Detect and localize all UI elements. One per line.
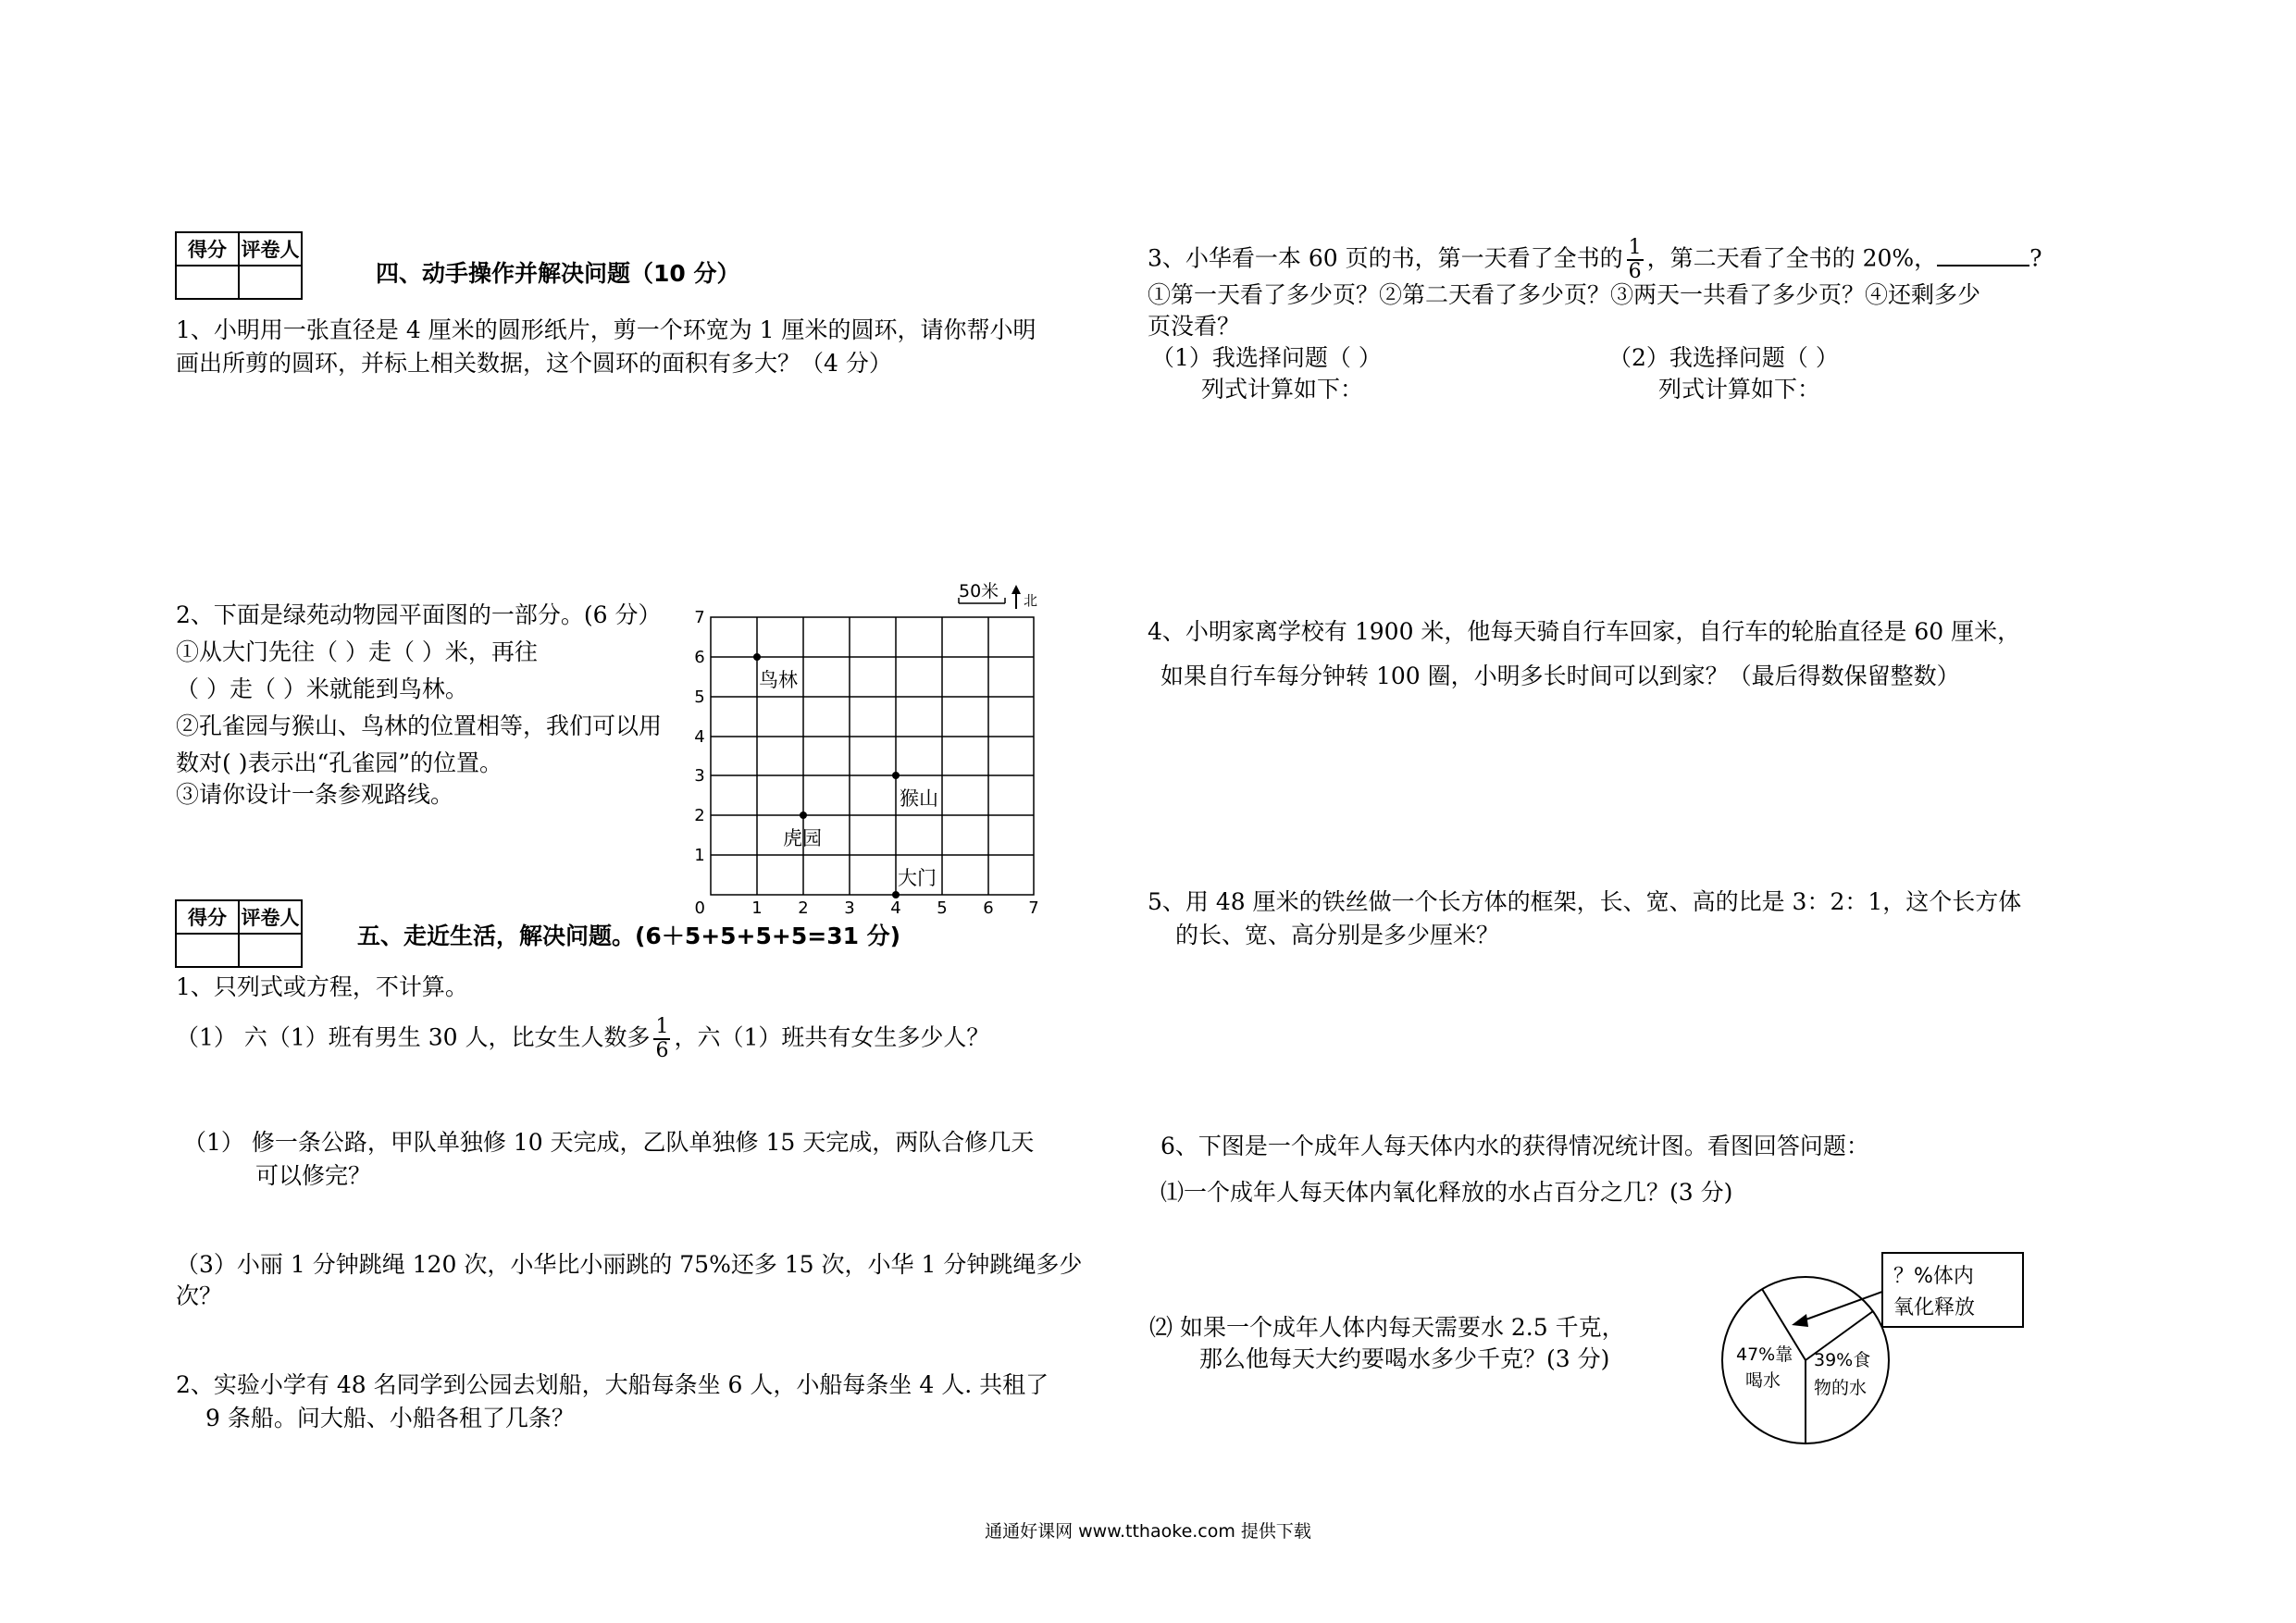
y-tick: 5 [694,688,705,707]
q3-choice1: （1）我选择问题（ ） [1151,344,1382,371]
section4-title: 四、动手操作并解决问题（10 分） [376,260,740,287]
q3-pre: 3、小华看一本 60 页的书，第一天看了全书的 [1148,244,1623,272]
s5-q1b-line1: （1） 修一条公路，甲队单独修 10 天完成，乙队单独修 15 天完成，两队合修几天 [183,1129,1035,1156]
slice-b-line1: 39%食 [1814,1350,1871,1370]
callout-line2: 氧化释放 [1893,1296,1976,1319]
s5-q1a-post: ，六（1）班共有女生多少人？ [674,1023,990,1051]
grader-label: 评卷人 [239,232,302,266]
slice-a-line1: 47%靠 [1736,1344,1793,1365]
score-cell [176,266,239,299]
y-tick: 7 [694,608,705,627]
s4-q1-line1: 1、小明用一张直径是 4 厘米的圆形纸片，剪一个环宽为 1 厘米的圆环，请你帮小明 [176,316,1036,343]
slice-b-line2: 物的水 [1814,1378,1868,1398]
s4-q2-title: 2、下面是绿苑动物园平面图的一部分。(6 分） [176,601,662,628]
s5-q1c-line1: （3）小丽 1 分钟跳绳 120 次，小华比小丽跳的 75%还多 15 次，小华 1 分钟跳绳多少 [176,1251,1083,1278]
s4-q2-line4: 数对( )表示出“孔雀园”的位置。 [176,750,503,776]
section5-title: 五、走近生活，解决问题。(6＋5+5+5+5=31 分) [357,923,901,949]
x-tick: 0 [694,898,705,918]
fraction-num: 1 [1628,236,1642,259]
score-box-section5 [175,899,303,968]
s4-q2-line1: ①从大门先往（ ）走（ ）米，再往 [176,638,538,665]
label-huyuan: 虎园 [783,827,822,849]
fraction-one-sixth [653,1016,670,1062]
s5-q1b-line2: 可以修完？ [255,1162,372,1189]
fraction-den: 6 [655,1039,669,1062]
q5-line2: 的长、宽、高分别是多少厘米？ [1175,922,1500,948]
y-tick: 2 [694,806,705,825]
north-label: 北 [1024,592,1038,609]
point-huyuan [800,812,807,819]
score-label: 得分 [176,232,239,266]
score-cell [176,934,239,967]
footer: 通通好课网 www.tthaoke.com 提供下载 [985,1521,1311,1542]
q6-sub2-line1: ⑵ 如果一个成年人体内每天需要水 2.5 千克， [1149,1314,1625,1341]
zoo-map [685,576,1055,925]
q6-line1: 6、下图是一个成年人每天体内水的获得情况统计图。看图回答问题： [1160,1133,1869,1159]
q3-end: ? [2029,244,2042,272]
score-label: 得分 [176,900,239,934]
grader-label: 评卷人 [239,900,302,934]
q6-sub2-line2: 那么他每天大约要喝水多少千克？(3 分) [1199,1345,1610,1372]
q3-choice2: （2）我选择问题（ ） [1608,344,1839,371]
q3-line3: 页没看？ [1148,313,1241,340]
q5-line1: 5、用 48 厘米的铁丝做一个长方体的框架，长、宽、高的比是 3：2：1，这个长方体 [1148,888,2022,915]
callout-line1: ？%体内 [1893,1265,1974,1288]
score-box-section4 [175,231,303,300]
s5-q1a-pre: （1） 六（1）班有男生 30 人，比女生人数多 [176,1023,651,1051]
x-tick: 1 [751,898,763,918]
grader-cell [239,266,302,299]
fraction-den: 6 [1628,260,1642,283]
label-niaolin: 鸟林 [759,669,798,691]
scale-label: 50米 [959,581,999,601]
q6-sub1: ⑴一个成年人每天体内氧化释放的水占百分之几？(3 分) [1160,1179,1733,1206]
y-tick: 1 [694,846,705,865]
point-houshan [892,772,900,779]
label-houshan: 猴山 [900,787,938,810]
q3-line2: ①第一天看了多少页？②第二天看了多少页？③两天一共看了多少页？④还剩多少 [1148,281,1981,308]
x-tick: 7 [1028,898,1039,918]
q3-line1 [1148,237,2042,283]
fraction-one-sixth [1627,237,1644,283]
s5-q1-intro: 1、只列式或方程，不计算。 [176,973,468,1000]
point-niaolin [753,653,761,661]
q3-calc2: 列式计算如下： [1658,376,1821,403]
label-damen: 大门 [898,867,937,889]
s4-q2-line3: ②孔雀园与猴山、鸟林的位置相等，我们可以用 [176,712,663,739]
s4-q1-line2: 画出所剪的圆环，并标上相关数据，这个圆环的面积有多大？（4 分） [176,350,892,377]
y-tick: 3 [694,766,705,786]
point-damen [892,891,900,898]
y-tick: 6 [694,648,705,667]
x-tick: 2 [798,898,809,918]
grader-cell [239,934,302,967]
y-tick: 4 [694,727,705,747]
x-tick: 3 [844,898,855,918]
water-pie-chart [1699,1245,2032,1468]
s5-q1c-line2: 次？ [176,1282,223,1309]
fraction-num: 1 [655,1015,669,1038]
x-tick: 4 [890,898,901,918]
q3-answer-blank[interactable] [1937,241,2029,266]
q3-calc1: 列式计算如下： [1201,376,1364,403]
x-tick: 5 [937,898,948,918]
s5-q2-line2: 9 条船。问大船、小船各租了几条？ [205,1405,575,1431]
s4-q2-line2: （ ）走（ ）米就能到鸟林。 [176,675,468,702]
s4-q2-line5: ③请你设计一条参观路线。 [176,781,454,808]
north-arrow-icon [1011,585,1021,609]
s5-q1a [176,1016,989,1062]
slice-a-line2: 喝水 [1745,1370,1781,1391]
s5-q2-line1: 2、实验小学有 48 名同学到公园去划船，大船每条坐 6 人，小船每条坐 4 人. 共租了 [176,1371,1049,1398]
x-tick: 6 [983,898,994,918]
q4-line1: 4、小明家离学校有 1900 米，他每天骑自行车回家，自行车的轮胎直径是 60 厘米， [1148,618,2021,645]
q3-post: ，第二天看了全书的 20%， [1646,244,1938,272]
q4-line2: 如果自行车每分钟转 100 圈，小明多长时间可以到家？（最后得数保留整数） [1160,663,1960,689]
